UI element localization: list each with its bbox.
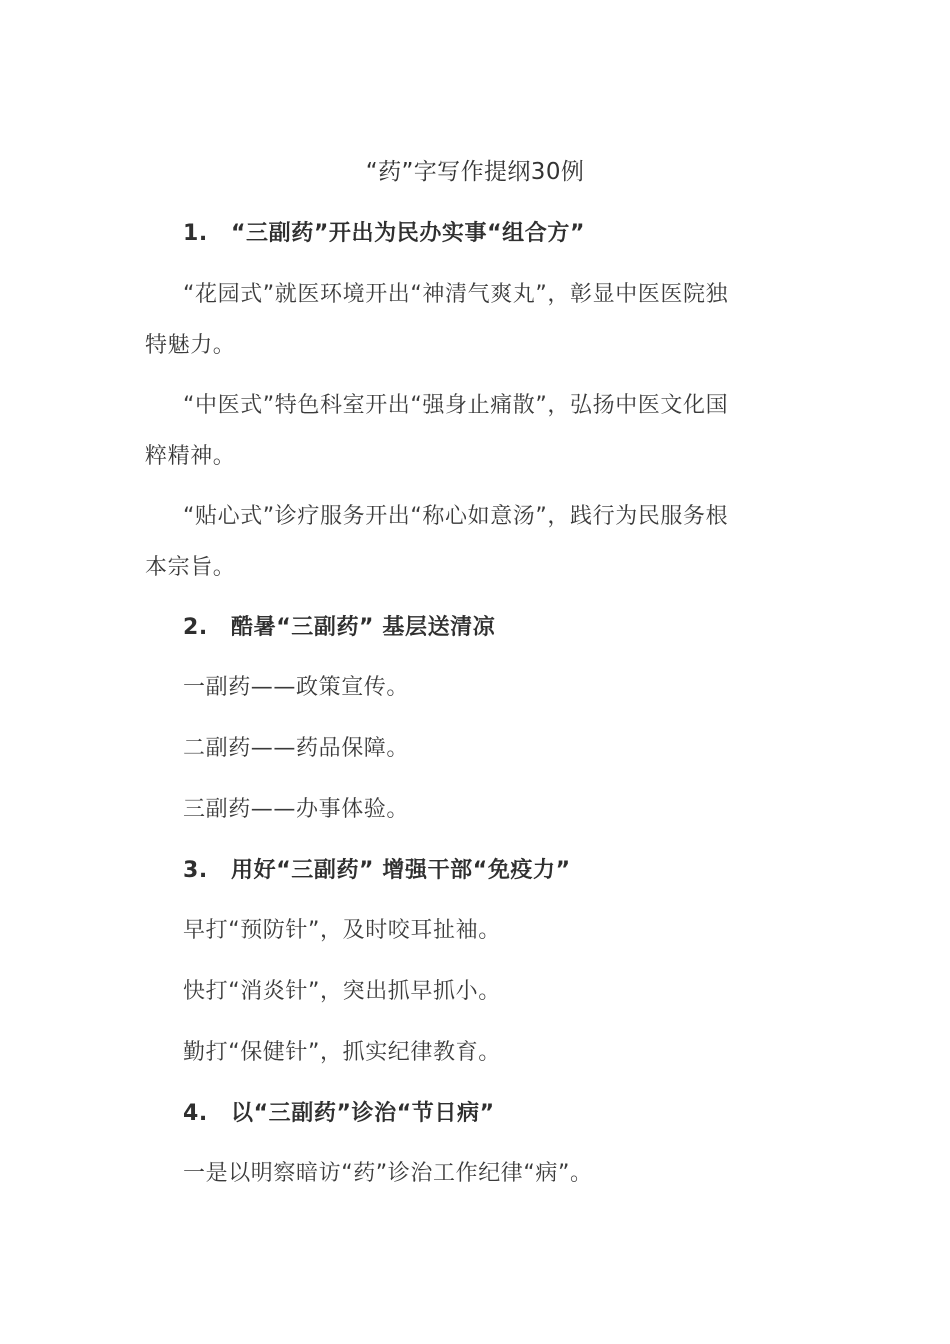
list-item: 快打“消炎针”，突出抓早抓小。 [183, 979, 501, 1004]
section-number: 4. [183, 1101, 208, 1126]
list-item: 勤打“保健针”，抓实纪律教育。 [183, 1040, 501, 1065]
list-item: 三副药——办事体验。 [183, 797, 410, 822]
document-title: “药”字写作提纲30例 [365, 159, 585, 185]
section-number: 3. [183, 858, 208, 883]
list-item: 早打“预防针”，及时咬耳扯袖。 [183, 918, 501, 943]
section-heading-2 [183, 613, 495, 643]
list-item: 一是以明察暗访“药”诊治工作纪律“病”。 [183, 1161, 593, 1186]
paragraph-line: “中医式”特色科室开出“强身止痛散”，弘扬中医文化国 [183, 393, 729, 418]
section-heading-text: 以“三副药”诊治“节日病” [231, 1101, 495, 1126]
section-heading-1 [183, 219, 585, 249]
paragraph-line: 特魅力。 [145, 333, 236, 358]
paragraph-line: “贴心式”诊疗服务开出“称心如意汤”，践行为民服务根 [183, 504, 729, 529]
list-item: 二副药——药品保障。 [183, 736, 410, 761]
section-number: 1. [183, 221, 208, 246]
section-heading-text: 用好“三副药” 增强干部“免疫力” [231, 858, 571, 883]
section-heading-text: 酷暑“三副药” 基层送清凉 [231, 615, 496, 640]
section-number: 2. [183, 615, 208, 640]
paragraph-line: 粹精神。 [145, 444, 236, 469]
list-item: 一副药——政策宣传。 [183, 675, 410, 700]
section-heading-4 [183, 1099, 495, 1129]
paragraph-line: “花园式”就医环境开出“神清气爽丸”，彰显中医医院独 [183, 282, 729, 307]
section-heading-text: “三副药”开出为民办实事“组合方” [231, 221, 586, 246]
section-heading-3 [183, 856, 571, 886]
paragraph-line: 本宗旨。 [145, 555, 236, 580]
